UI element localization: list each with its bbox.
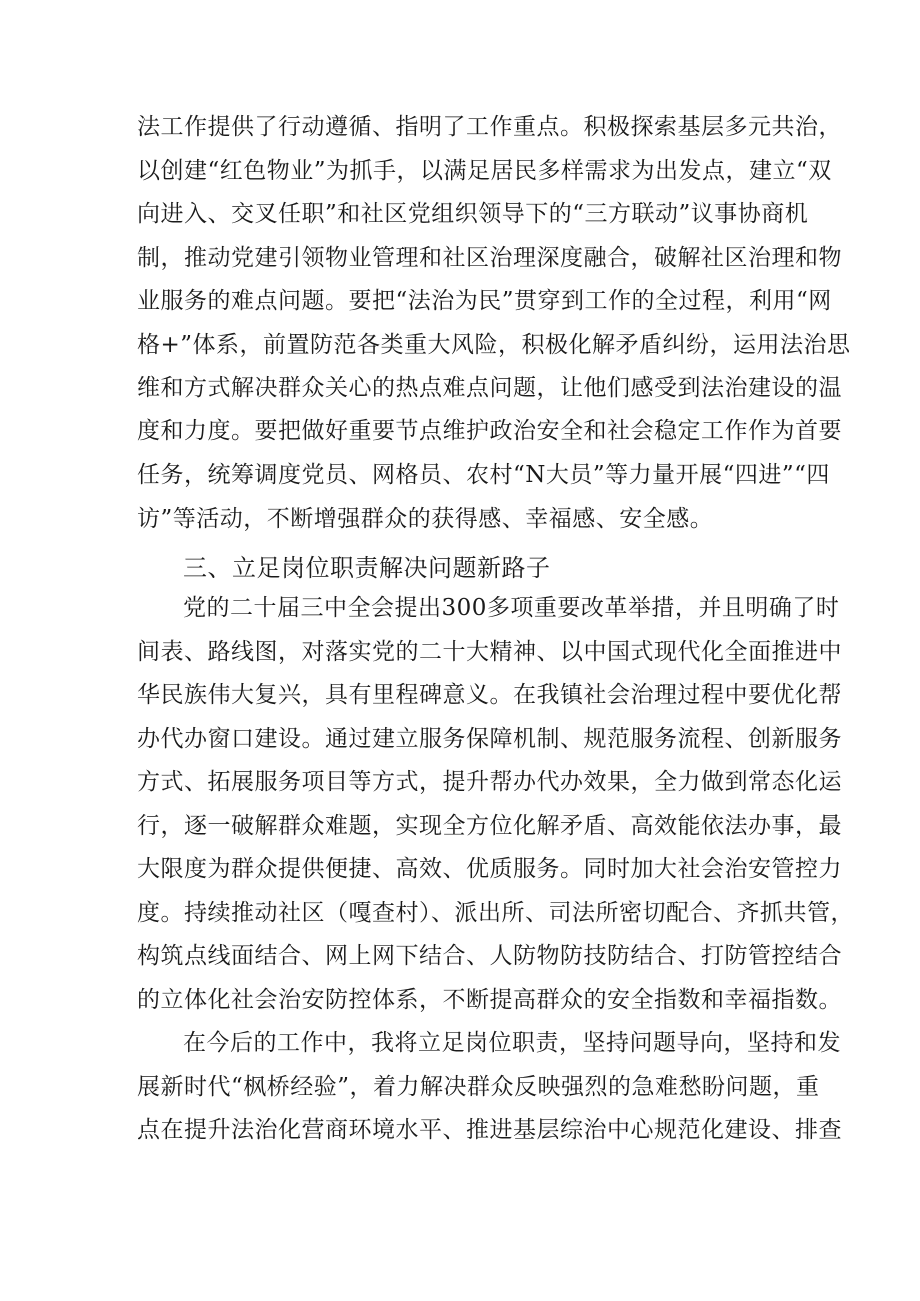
paragraph-3-line-1: 在今后的工作中，我将立足岗位职责，坚持问题导向，坚持和发 — [183, 1030, 841, 1056]
paragraph-2-line-3: 华民族伟大复兴，具有里程碑意义。在我镇社会治理过程中要优化帮 — [137, 682, 842, 708]
paragraph-3-line-2: 展新时代“枫桥经验”，着力解决群众反映强烈的急难愁盼问题，重 — [137, 1074, 820, 1100]
paragraph-1-line-4: 制，推动党建引领物业管理和社区治理深度融合，破解社区治理和物 — [137, 245, 842, 271]
paragraph-2-line-9: 构筑点线面结合、网上网下结合、人防物防技防结合、打防管控结合 — [137, 943, 842, 969]
paragraph-2-line-7: 大限度为群众提供便捷、高效、优质服务。同时加大社会治安管控力 — [137, 856, 842, 882]
paragraph-2-line-10: 的立体化社会治安防控体系，不断提高群众的安全指数和幸福指数。 — [137, 987, 842, 1013]
paragraph-1-line-7: 维和方式解决群众关心的热点难点问题，让他们感受到法治建设的温 — [137, 375, 842, 401]
paragraph-1-line-3: 向进入、交叉任职”和社区党组织领导下的“三方联动”议事协商机 — [137, 201, 809, 227]
paragraph-1-line-5: 业服务的难点问题。要把“法治为民”贯穿到工作的全过程，利用“网 — [137, 288, 832, 314]
paragraph-2-line-4: 办代办窗口建设。通过建立服务保障机制、规范服务流程、创新服务 — [137, 726, 842, 752]
paragraph-1-line-10: 访”等活动，不断增强群众的获得感、幸福感、安全感。 — [137, 506, 714, 532]
paragraph-1-line-2: 以创建“红色物业”为抓手，以满足居民多样需求为出发点，建立“双 — [137, 158, 832, 184]
paragraph-1-line-6: 格+”体系，前置防范各类重大风险，积极化解矛盾纠纷，运用法治思 — [137, 332, 851, 358]
paragraph-1-line-1: 法工作提供了行动遵循、指明了工作重点。积极探索基层多元共治， — [137, 114, 842, 140]
paragraph-3-line-3: 点在提升法治化营商环境水平、推进基层综治中心规范化建设、排查 — [137, 1117, 842, 1143]
paragraph-1-line-8: 度和力度。要把做好重要节点维护政治安全和社会稳定工作作为首要 — [137, 418, 842, 444]
paragraph-2-line-5: 方式、拓展服务项目等方式，提升帮办代办效果，全力做到常态化运 — [137, 769, 842, 795]
section-heading: 三、立足岗位职责解决问题新路子 — [183, 554, 551, 582]
paragraph-2-line-2: 间表、路线图，对落实党的二十大精神、以中国式现代化全面推进中 — [137, 639, 842, 665]
paragraph-2-line-6: 行，逐一破解群众难题，实现全方位化解矛盾、高效能依法办事，最 — [137, 813, 842, 839]
paragraph-2-line-1: 党的二十届三中全会提出300多项重要改革举措，并且明确了时 — [183, 595, 840, 621]
paragraph-2-line-8: 度。持续推动社区（嘎查村）、派出所、司法所密切配合、齐抓共管， — [137, 900, 854, 926]
paragraph-1-line-9: 任务，统筹调度党员、网格员、农村“N大员”等力量开展“四进”“四 — [137, 462, 830, 488]
